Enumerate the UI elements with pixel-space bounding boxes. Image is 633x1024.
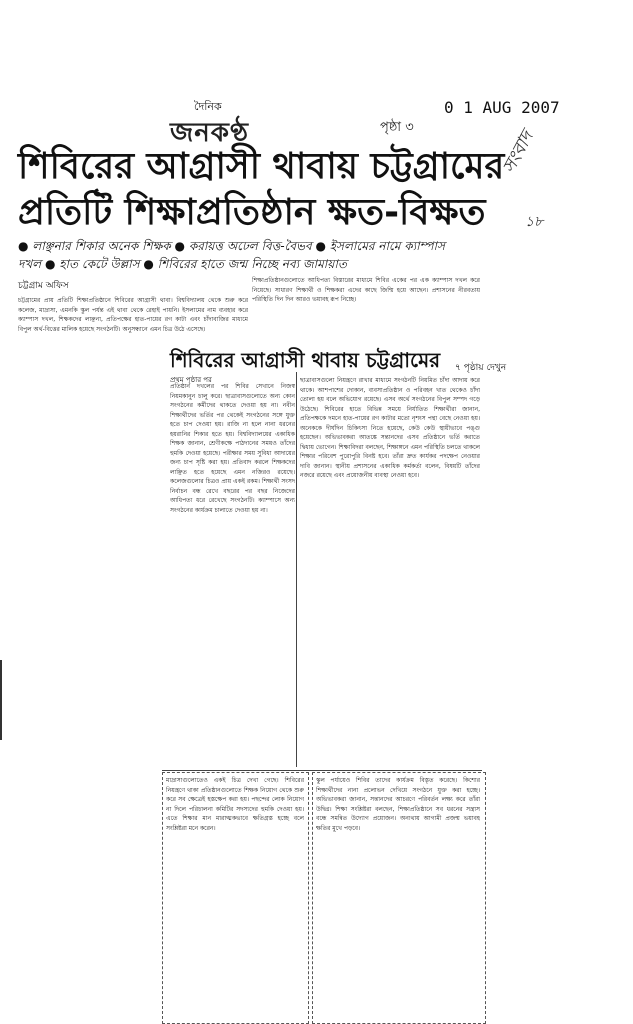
column-divider [296,372,297,767]
subheadline-line-1: ● লাঞ্ছনার শিকার অনেক শিক্ষক ● করায়ত্ত অঢেল বিত্ত-বৈভব ● ইসলামের নামে ক্যাম্পাস [18,239,445,253]
bottom-left-text: মাদ্রাসাগুলোতেও একই চিত্র দেখা গেছে। শিবিরের নিয়ন্ত্রণে থাকা প্রতিষ্ঠানগুলোতে শিক্ষক নিয়োগ থেকে শুরু করে সব ক্ষেত্রেই হস্তক্ষেপ করা হয়। পছন্দের লোক নিয়োগ না দিলে পরিচালনা কমিটির সদস্যদের হুমকি দেওয়া হয়। এতে শিক্ষার মান মারাত্মকভাবে ক্ষতিগ্রস্ত হচ্ছে বলে সংশ্লিষ্টরা মনে করেন। [166,777,304,832]
subheadline-line-2: দখল ● হাত কেটে উল্লাস ● শিবিরের হাতে জন্ম নিচ্ছে নব্য জামায়াত [18,257,347,271]
byline: চট্টগ্রাম অফিস [18,281,69,291]
report-column-1: প্রতিষ্ঠান দখলের পর শিবির সেখানে নিজস্ব নিয়মকানুন চালু করে। ছাত্রাবাসগুলোতে অন্য কোন সংগঠনের কর্মীদের থাকতে দেওয়া হয় না। নবীন শিক্ষার্থীদের ভর্তির পর থেকেই সংগঠনের সঙ্গে যুক্ত হতে চাপ দেওয়া হয়। রাজি না হলে নানা ধরনের হয়রানির শিকার হতে হয়। বিশ্ববিদ্যালয়ের একাধিক শিক্ষক জানান, শ্রেণীকক্ষে পাঠদানের সময়ও তাঁদের হুমকি দেওয়া হয়েছে। পরীক্ষার সময় সুবিধা আদায়ের জন্য চাপ সৃষ্টি করা হয়। প্রতিবাদ করলে শিক্ষকদের লাঞ্ছিত হতে হয়েছে এমন নজিরও রয়েছে। কলেজগুলোর চিত্রও প্রায় একই রকম। শিক্ষার্থী সংসদ নির্বাচন বন্ধ রেখে বছরের পর বছর নিজেদের আধিপত্য ধরে রেখেছে সংগঠনটি। ক্যাম্পাসে অন্য সংগঠনের কার্যক্রম চালাতে দেওয়া হয় না। [170,383,295,514]
continued-marker: ৭ পৃষ্ঠায় দেখুন [455,363,507,373]
bottom-right-text: স্কুল পর্যায়েও শিবির তাদের কার্যক্রম বিস্তৃত করেছে। কিশোর শিক্ষার্থীদের নানা প্রলোভন দেখিয়ে সংগঠনে যুক্ত করা হচ্ছে। অভিভাবকরা জানান, সন্তানদের আচরণে পরিবর্তন লক্ষ্য করে তাঁরা উদ্বিগ্ন। শিক্ষা সংশ্লিষ্টরা বলছেন, শিক্ষাপ্রতিষ্ঠানে সব ধরনের সন্ত্রাস বন্ধে সমন্বিত উদ্যোগ প্রয়োজন। অন্যথায় আগামী প্রজন্ম ভয়াবহ ক্ষতির মুখে পড়বে। [316,777,480,832]
newspaper-masthead: জনকণ্ঠ [170,118,249,148]
horizontal-divider [162,770,482,771]
intro-column-1: চট্টগ্রামের প্রায় প্রতিটি শিক্ষাপ্রতিষ্ঠানে শিবিরের আগ্রাসী থাবা। বিশ্ববিদ্যালয় থেকে শুরু করে কলেজ, মাদ্রাসা, এমনকি স্কুল পর্যন্ত এই থাবা থেকে রেহাই পায়নি। ইসলামের নাম ব্যবহার করে ক্যাম্পাস দখল, শিক্ষকদের লাঞ্ছনা, প্রতিপক্ষের হাত-পায়ের রগ কাটা এবং চাঁদাবাজির মাধ্যমে বিপুল অর্থ-বিত্তের মালিক হয়েছে সংগঠনটি। অনুসন্ধানে এমন চিত্র উঠে এসেছে। [18,297,248,333]
margin-mark [0,660,2,740]
handwritten-note: সংবাদ [498,127,538,177]
continuation-headline: শিবিরের আগ্রাসী থাবায় চট্টগ্রামের [170,348,441,372]
headline-line-1: শিবিরের আগ্রাসী থাবায় চট্টগ্রামের [18,146,505,187]
date-stamp: 0 1 AUG 2007 [444,98,560,117]
page-number-stamp: পৃষ্ঠা ৩ [380,120,414,135]
continuation-byline: প্রথম পৃষ্ঠার পর [170,376,212,384]
headline-line-2: প্রতিটি শিক্ষাপ্রতিষ্ঠান ক্ষত-বিক্ষত [18,192,486,233]
report-column-2: ছাত্রাবাসগুলো নিয়ন্ত্রণে রাখার মাধ্যমে সংগঠনটি নিয়মিত চাঁদা আদায় করে থাকে। আশপাশের দোকান, ব্যবসাপ্রতিষ্ঠান ও পরিবহন খাত থেকেও চাঁদা তোলা হয় বলে অভিযোগ রয়েছে। এসব অর্থে সংগঠনের বিপুল সম্পদ গড়ে উঠেছে। শিবিরের হাতে বিভিন্ন সময়ে নির্যাতিত শিক্ষার্থীরা জানান, প্রতিপক্ষকে দমনে হাত-পায়ের রগ কাটার মতো নৃশংস পন্থা বেছে নেওয়া হয়। অনেককে দীর্ঘদিন চিকিৎসা নিতে হয়েছে, কেউ কেউ স্থায়ীভাবে পঙ্গু হয়েছেন। অভিভাবকরা আতঙ্কে সন্তানদের এসব প্রতিষ্ঠানে ভর্তি করাতে দ্বিধায় ভোগেন। শিক্ষাবিদরা বলছেন, শিক্ষাঙ্গনে এমন পরিস্থিতি চলতে থাকলে শিক্ষার পরিবেশ পুরোপুরি বিনষ্ট হবে। তাঁরা দ্রুত কার্যকর পদক্ষেপ নেওয়ার দাবি জানান। স্থানীয় প্রশাসনের একাধিক কর্মকর্তা বলেন, বিষয়টি তাঁদের নজরে রয়েছে এবং প্রয়োজনীয় ব্যবস্থা নেওয়া হবে। [300,377,480,479]
handwritten-number: ১৮ [525,214,544,230]
masthead-small-label: দৈনিক [194,100,222,113]
intro-column-2: শিক্ষাপ্রতিষ্ঠানগুলোতে আধিপত্য বিস্তারের মাধ্যমে শিবির একের পর এক ক্যাম্পাস দখল করে নিয়েছে। সাধারণ শিক্ষার্থী ও শিক্ষকরা এদের কাছে জিম্মি হয়ে আছেন। প্রশাসনের নীরবতায় পরিস্থিতি দিন দিন আরও ভয়াবহ রূপ নিচ্ছে। [252,277,480,303]
